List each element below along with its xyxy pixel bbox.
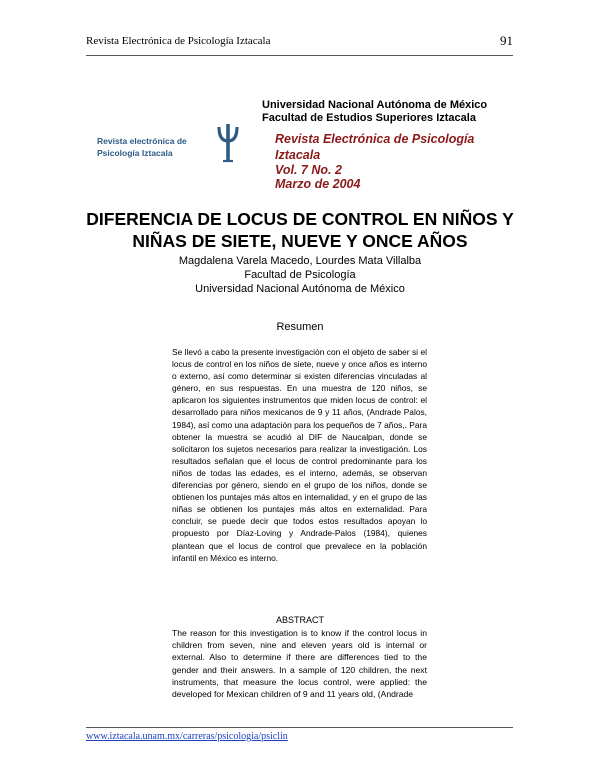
article-title-line-2: NIÑAS DE SIETE, NUEVE Y ONCE AÑOS <box>132 231 468 251</box>
header-rule <box>86 55 513 56</box>
article-title-line-1: DIFERENCIA DE LOCUS DE CONTROL EN NIÑOS Y <box>86 209 514 229</box>
authors: Magdalena Varela Macedo, Lourdes Mata Villalba <box>178 255 422 267</box>
resumen-text: Se llevó a cabo la presente investigación con el objeto de saber si el locus de control en los niños de siete, nueve y once años es interno o externo, así como determinar si existen diferencias vinculadas al género, en sus respuestas. En una muestra de 120 niños, se aplicaron los siguientes instrumentos que miden locus de control: el desarrollado para niños mexicanos de 9 y 11 años, (Andrade Palos, 1984), así como una adaptación para los pequeños de 7 años,. Para obtener la muestra se acudió al DIF de Naucalpan, donde se solicitaron los sujetos necesarios para realizar la investigación. Los resultados señalan que el locus de control predominante para los niños de todas las edades, es el interno, además, se observan diferencias por género, siendo en el grupo de los niños, donde se obtienen los puntajes más altos en internalidad, y en el grupo de las niñas se obtienen los puntajes más altos en externalidad. Para concluir, se puede decir que todos estos resultados apoyan lo propuesto por Díaz-Loving y Andrade-Palos (1984), quienes plantean que el locus de control que prevalece en la población infantil en México es interno. <box>172 347 427 563</box>
author-university: Universidad Nacional Autónoma de México <box>195 283 405 295</box>
footer-url-link[interactable]: www.iztacala.unam.mx/carreras/psicologia/psiclin <box>86 731 288 742</box>
faculty-name: Facultad de Estudios Superiores Iztacala <box>262 112 476 124</box>
journal-logo-text <box>97 135 187 159</box>
journal-date: Marzo de 2004 <box>275 177 361 191</box>
logo-line-2: Psicología Iztacala <box>97 148 173 158</box>
resumen-heading: Resumen <box>276 321 324 333</box>
psi-symbol-icon <box>217 123 239 168</box>
journal-name-cont: Iztacala <box>275 148 321 162</box>
abstract-text: The reason for this investigation is to know if the control locus in children from seven, nine and eleven years old is internal or external. Also to determine if there are differences tied to the gender and their answers. In a sample of 120 children, the next instruments, that measure the locus control, were applied: the developed for Mexican children of 9 and 11 years old, (Andrade <box>172 628 427 700</box>
footer-rule <box>86 727 513 728</box>
journal-name: Revista Electrónica de Psicología <box>275 132 475 146</box>
journal-volume: Vol. 7 No. 2 <box>275 163 342 177</box>
logo-line-1: Revista electrónica de <box>97 136 187 146</box>
abstract-heading: ABSTRACT <box>275 615 324 625</box>
author-faculty: Facultad de Psicología <box>244 269 356 281</box>
page-number: 91 <box>500 33 513 48</box>
running-head: Revista Electrónica de Psicología Iztacala <box>86 35 271 47</box>
institution-name: Universidad Nacional Autónoma de México <box>262 99 488 111</box>
